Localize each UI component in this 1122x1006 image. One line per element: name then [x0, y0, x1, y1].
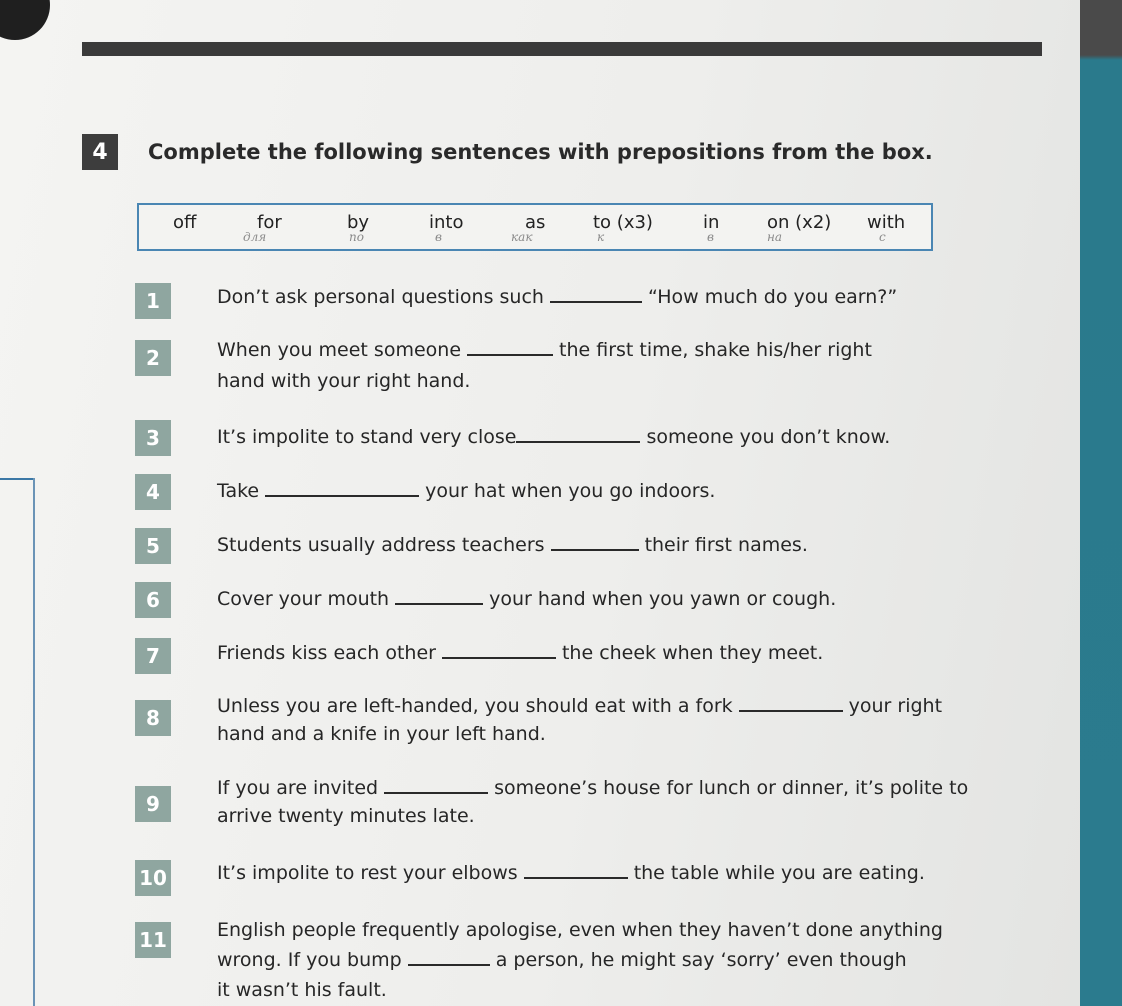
- question-7: [217, 638, 823, 669]
- question-text: hand and a knife in your left hand.: [217, 723, 546, 745]
- question-6: [217, 584, 836, 615]
- question-2: [217, 335, 872, 397]
- word-in: in: [703, 212, 720, 233]
- question-text: Take: [217, 480, 260, 502]
- question-text: Unless you are left-handed, you should eat with a fork: [217, 695, 733, 717]
- question-number-6: 6: [135, 582, 171, 618]
- question-text: Don’t ask personal questions such: [217, 286, 544, 308]
- word-into: into: [429, 212, 464, 233]
- handwritten-note: в: [435, 230, 442, 244]
- question-text: It’s impolite to rest your elbows: [217, 862, 518, 884]
- answer-blank[interactable]: [442, 639, 556, 659]
- word-box: [137, 203, 933, 251]
- top-rule: [82, 42, 1042, 56]
- answer-blank[interactable]: [516, 423, 640, 443]
- question-number-5: 5: [135, 528, 171, 564]
- word-off: off: [173, 212, 197, 233]
- question-10: [217, 858, 925, 889]
- word-to: to (x3): [593, 212, 653, 233]
- handwritten-note: с: [879, 230, 886, 244]
- answer-blank[interactable]: [467, 336, 553, 356]
- question-text: Students usually address teachers: [217, 534, 545, 556]
- question-text: a person, he might say ‘sorry’ even though: [495, 949, 907, 971]
- question-text: the first time, shake his/her right: [559, 339, 872, 361]
- question-11: [217, 915, 943, 1005]
- question-text: it wasn’t his fault.: [217, 979, 387, 1001]
- question-1: [217, 282, 897, 313]
- answer-blank[interactable]: [551, 531, 639, 551]
- question-text: the cheek when they meet.: [561, 642, 824, 664]
- exercise-title: Complete the following sentences with prepositions from the box.: [148, 140, 933, 164]
- handwritten-note: на: [767, 230, 783, 244]
- answer-blank[interactable]: [550, 283, 642, 303]
- margin-rule-vertical: [33, 478, 35, 1006]
- handwritten-note: по: [349, 230, 364, 244]
- question-text: Friends kiss each other: [217, 642, 436, 664]
- question-number-4: 4: [135, 474, 171, 510]
- question-text: someone’s house for lunch or dinner, it’s polite to: [494, 777, 969, 799]
- question-5: [217, 530, 808, 561]
- question-text: English people frequently apologise, even when they haven’t done anything: [217, 919, 943, 941]
- margin-rule: [0, 478, 34, 480]
- question-text: hand with your right hand.: [217, 370, 471, 392]
- question-text: wrong. If you bump: [217, 949, 402, 971]
- question-number-11: 11: [135, 922, 171, 958]
- question-text: their first names.: [644, 534, 808, 556]
- desk-edge: [1080, 0, 1122, 1006]
- question-text: “How much do you earn?”: [647, 286, 898, 308]
- answer-blank[interactable]: [408, 946, 490, 966]
- question-4: [217, 476, 715, 507]
- question-text: your hat when you go indoors.: [425, 480, 716, 502]
- question-text: If you are invited: [217, 777, 379, 799]
- word-with: with: [867, 212, 906, 233]
- question-9: [217, 774, 968, 830]
- question-number-10: 10: [135, 860, 171, 896]
- question-text: your right: [848, 695, 943, 717]
- question-text: your hand when you yawn or cough.: [489, 588, 837, 610]
- question-number-7: 7: [135, 638, 171, 674]
- question-text: When you meet someone: [217, 339, 462, 361]
- question-number-2: 2: [135, 340, 171, 376]
- question-text: someone you don’t know.: [646, 426, 891, 448]
- question-text: Cover your mouth: [217, 588, 390, 610]
- question-number-3: 3: [135, 420, 171, 456]
- handwritten-note: для: [243, 230, 267, 244]
- answer-blank[interactable]: [739, 692, 843, 712]
- answer-blank[interactable]: [524, 859, 628, 879]
- answer-blank[interactable]: [265, 477, 419, 497]
- word-for: for: [257, 212, 282, 233]
- question-3: [217, 422, 890, 453]
- question-text: the table while you are eating.: [633, 862, 925, 884]
- question-number-9: 9: [135, 786, 171, 822]
- answer-blank[interactable]: [395, 585, 483, 605]
- question-number-1: 1: [135, 283, 171, 319]
- handwritten-note: к: [597, 230, 605, 244]
- answer-blank[interactable]: [384, 774, 488, 794]
- word-as: as: [525, 212, 546, 233]
- word-by: by: [347, 212, 370, 233]
- word-on: on (x2): [767, 212, 832, 233]
- question-8: [217, 692, 942, 748]
- handwritten-note: в: [707, 230, 714, 244]
- question-text: arrive twenty minutes late.: [217, 805, 475, 827]
- handwritten-note: как: [511, 230, 533, 244]
- question-number-8: 8: [135, 700, 171, 736]
- question-text: It’s impolite to stand very close: [217, 426, 517, 448]
- exercise-number: 4: [82, 134, 118, 170]
